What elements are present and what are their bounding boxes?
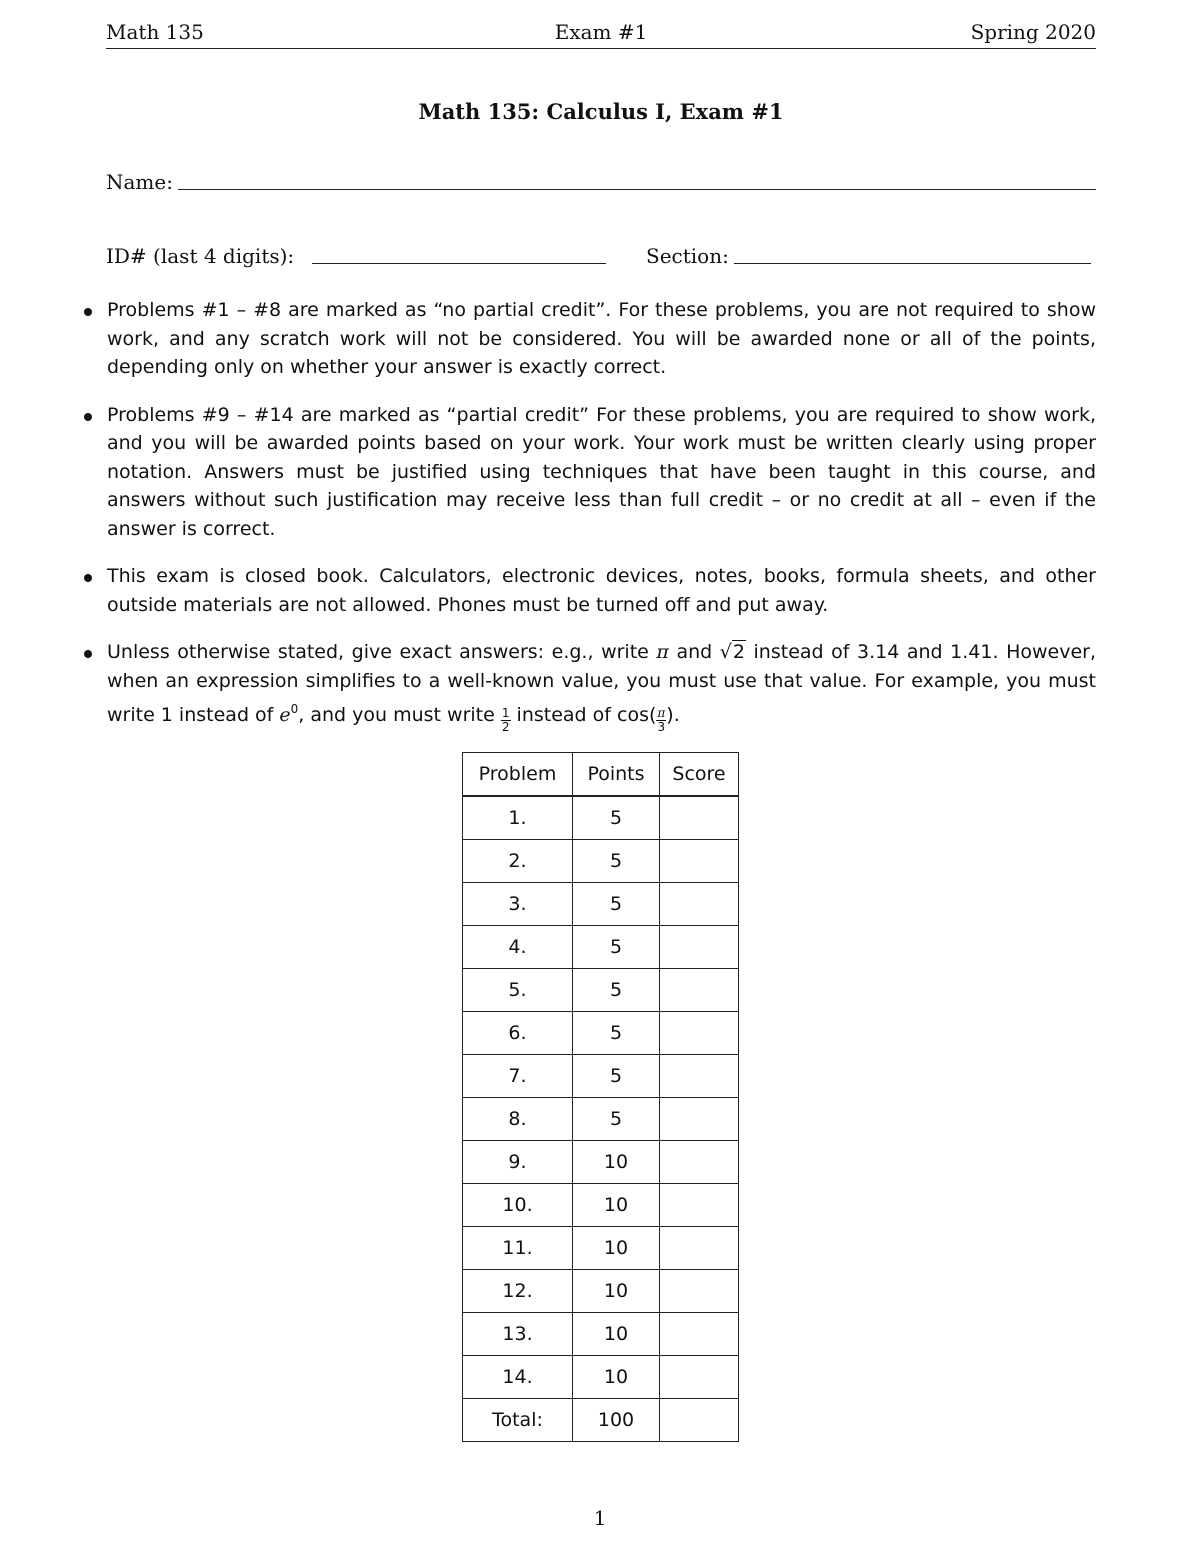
- score-cell[interactable]: [660, 969, 739, 1012]
- table-row: [463, 1141, 739, 1184]
- problem-cell: 14.: [463, 1356, 573, 1399]
- running-header: [106, 18, 1096, 49]
- sqrt-radicand: 2: [732, 641, 745, 663]
- score-cell[interactable]: [660, 883, 739, 926]
- problem-cell: 2.: [463, 840, 573, 883]
- score-cell[interactable]: [660, 840, 739, 883]
- pi-over-three-fraction: [656, 707, 666, 734]
- text-segment: ).: [666, 704, 680, 726]
- score-cell[interactable]: [660, 1227, 739, 1270]
- problem-cell: 13.: [463, 1313, 573, 1356]
- name-row: [106, 170, 1096, 200]
- bullet-icon: [84, 413, 92, 421]
- instruction-item: [80, 296, 1096, 382]
- instruction-item: [80, 401, 1096, 544]
- problem-cell: 9.: [463, 1141, 573, 1184]
- problem-cell: 8.: [463, 1098, 573, 1141]
- points-cell: 10: [573, 1356, 660, 1399]
- section-label: Section:: [646, 244, 729, 268]
- page-title: Math 135: Calculus I, Exam #1: [418, 99, 784, 124]
- table-row: [463, 840, 739, 883]
- column-header-points: Points: [573, 753, 660, 797]
- problem-cell: 10.: [463, 1184, 573, 1227]
- problem-cell: 1.: [463, 796, 573, 840]
- table-row: [463, 796, 739, 840]
- score-cell[interactable]: [660, 1012, 739, 1055]
- table-row: [463, 1098, 739, 1141]
- points-cell: 10: [573, 1227, 660, 1270]
- id-section-row: [106, 244, 1096, 274]
- points-cell: 10: [573, 1184, 660, 1227]
- table-row: [463, 1270, 739, 1313]
- table-header-row: [463, 753, 739, 797]
- score-cell[interactable]: [660, 796, 739, 840]
- fraction-numerator: π: [657, 706, 666, 720]
- problem-cell: 11.: [463, 1227, 573, 1270]
- e-exponent: 0: [290, 702, 299, 716]
- instructions-list: [80, 296, 1096, 753]
- text-segment: instead of cos(: [510, 704, 657, 726]
- points-cell: 10: [573, 1313, 660, 1356]
- pi-symbol: π: [656, 641, 669, 663]
- score-cell[interactable]: [660, 1399, 739, 1442]
- points-cell: 5: [573, 969, 660, 1012]
- points-cell: 5: [573, 1012, 660, 1055]
- score-cell[interactable]: [660, 1055, 739, 1098]
- problem-cell: 3.: [463, 883, 573, 926]
- fraction-denominator: 3: [657, 720, 666, 734]
- text-segment: and: [668, 641, 720, 663]
- name-blank-line[interactable]: [178, 189, 1096, 190]
- score-cell[interactable]: [660, 1313, 739, 1356]
- header-term: Spring 2020: [970, 20, 1096, 44]
- problem-cell: 6.: [463, 1012, 573, 1055]
- instruction-text: Problems #9 – #14 are marked as “partial credit” For these problems, you are required to show work, and you will be awarded points based on your work. Your work must be written clearly using proper notation. Answers must be justified using techniques that have been taught in this course, and answers without such justification may receive less than full credit – or no credit at all – even if the answer is correct.: [107, 403, 1096, 540]
- points-cell: 5: [573, 796, 660, 840]
- score-table-body: [463, 796, 739, 1442]
- points-cell: 100: [573, 1399, 660, 1442]
- bullet-icon: [84, 308, 92, 316]
- score-cell[interactable]: [660, 1270, 739, 1313]
- points-cell: 5: [573, 883, 660, 926]
- half-fraction: [501, 707, 511, 734]
- bullet-icon: [84, 574, 92, 582]
- problem-cell: 7.: [463, 1055, 573, 1098]
- table-row: [463, 926, 739, 969]
- instruction-text: [107, 638, 1096, 734]
- score-cell[interactable]: [660, 1356, 739, 1399]
- table-row: [463, 1184, 739, 1227]
- table-row: [463, 1012, 739, 1055]
- sqrt-expression: √2: [719, 641, 745, 663]
- fraction-denominator: 2: [501, 720, 510, 734]
- page-number: 1: [593, 1506, 607, 1530]
- score-table: [462, 752, 739, 1442]
- text-segment: Unless otherwise stated, give exact answers: e.g., write: [107, 641, 657, 663]
- table-row: [463, 1055, 739, 1098]
- table-row: [463, 1313, 739, 1356]
- header-exam: Exam #1: [554, 20, 648, 44]
- id-label: ID# (last 4 digits):: [106, 244, 295, 268]
- score-cell[interactable]: [660, 926, 739, 969]
- table-row: [463, 883, 739, 926]
- table-row: [463, 1356, 739, 1399]
- points-cell: 5: [573, 840, 660, 883]
- instruction-item: [80, 562, 1096, 619]
- column-header-score: Score: [660, 753, 739, 797]
- section-blank-line[interactable]: [734, 263, 1091, 264]
- problem-cell: 5.: [463, 969, 573, 1012]
- instruction-text: This exam is closed book. Calculators, electronic devices, notes, books, formula sheets, and other outside materials are not allowed. Phones must be turned off and put away.: [107, 565, 1096, 616]
- instruction-text: Problems #1 – #8 are marked as “no partial credit”. For these problems, you are not required to show work, and any scratch work will not be considered. You will be awarded none or all of the points, depending only on whether your answer is exactly correct.: [107, 299, 1096, 378]
- score-cell[interactable]: [660, 1184, 739, 1227]
- header-course: Math 135: [106, 20, 204, 44]
- name-label: Name:: [106, 170, 173, 194]
- table-row: [463, 969, 739, 1012]
- problem-cell: 4.: [463, 926, 573, 969]
- column-header-problem: Problem: [463, 753, 573, 797]
- table-row: [463, 1399, 739, 1442]
- points-cell: 5: [573, 1055, 660, 1098]
- points-cell: 10: [573, 1141, 660, 1184]
- text-segment: , and you must write: [298, 704, 501, 726]
- problem-cell: 12.: [463, 1270, 573, 1313]
- points-cell: 5: [573, 926, 660, 969]
- bullet-icon: [84, 650, 92, 658]
- score-cell[interactable]: [660, 1098, 739, 1141]
- points-cell: 10: [573, 1270, 660, 1313]
- score-cell[interactable]: [660, 1141, 739, 1184]
- id-blank-line[interactable]: [312, 263, 606, 264]
- problem-cell: Total:: [463, 1399, 573, 1442]
- e-symbol: e: [279, 704, 291, 726]
- points-cell: 5: [573, 1098, 660, 1141]
- table-row: [463, 1227, 739, 1270]
- text-segment: instead of 3.14 and 1.41. However, when an expression simplifies to a well-known value, you must use that value. For example, you must write 1 instead of: [107, 641, 1097, 726]
- fraction-numerator: 1: [501, 706, 510, 720]
- instruction-item: [80, 638, 1096, 734]
